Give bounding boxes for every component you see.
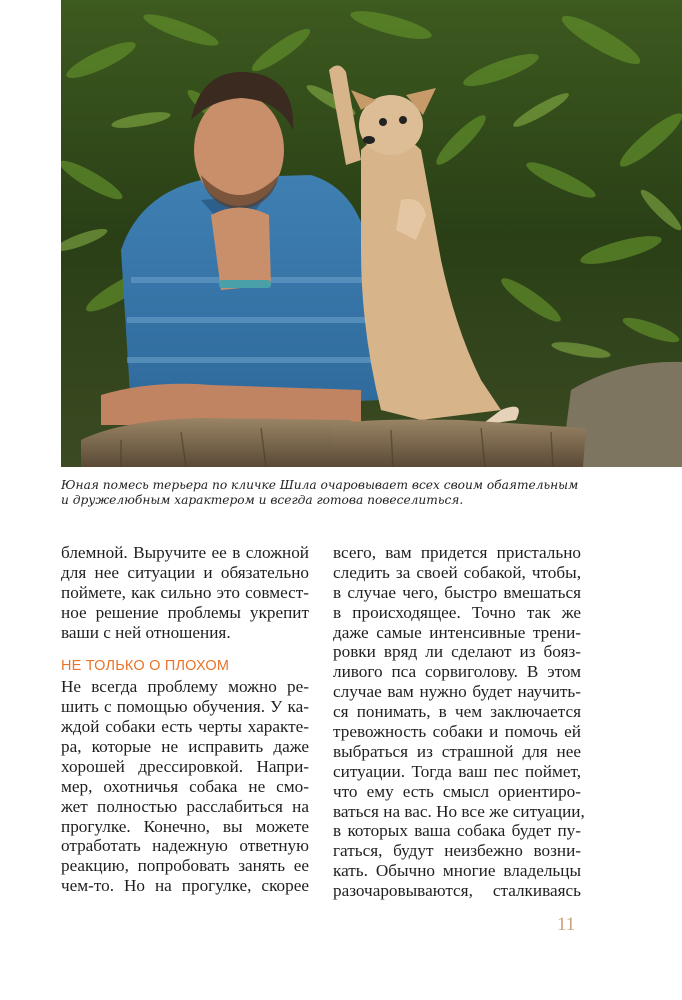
section-heading: НЕ ТОЛЬКО О ПЛОХОМ [61,658,230,675]
text-line: что ему есть смысл ориентиро- [333,781,581,801]
text-line: отработать надежную ответную [61,836,309,856]
text-line: ся понимать, в чем заключается [333,702,581,722]
text-line: мер, охотничья собака не смо- [61,776,309,796]
text-line: прогулке. Конечно, вы можете [61,816,309,836]
text-line: ваться на вас. Но все же ситуации, [333,801,585,821]
text-line: реакцию, попробовать занять ее [61,856,309,876]
text-line: в которых ваша собака будет пу- [333,821,581,841]
text-line: ситуации. Тогда ваш пес поймет, [333,761,581,781]
left-text-column [61,543,309,896]
text-line: жет полностью расслабиться на [61,796,309,816]
text-line: в происходящее. Точно так же [333,602,581,622]
text-line: Не всегда проблему можно ре- [61,677,309,697]
page-number: 11 [557,914,576,935]
text-line: тревожность собаки и помочь ей [333,722,581,742]
paragraph-gap [61,642,309,657]
text-line: всего, вам придется пристально [333,543,581,562]
text-line: поймете, как сильно это совмест- [61,582,309,602]
text-line: ваши с ней отношения. [61,622,231,642]
text-line: ровки вряд ли сделают из бояз- [333,642,581,662]
text-line: ное решение проблемы укрепит [61,602,309,622]
text-line: ждой собаки есть черты характе- [61,717,309,737]
photo-caption [61,478,621,508]
text-line: в случае чего, быстро вмешаться [333,582,581,602]
text-line: для нее ситуации и обязательно [61,562,309,582]
text-line: блемной. Выручите ее в сложной [61,543,309,562]
text-line: выбраться из страшной для нее [333,741,581,761]
text-line: шить с помощью обучения. У ка- [61,697,309,717]
text-line: ра, которые не исправить даже [61,737,309,757]
text-line: даже самые интенсивные трени- [333,622,581,642]
right-text-column [333,543,585,901]
article-photo [61,0,682,467]
text-line: случае вам нужно будет научить- [333,682,581,702]
text-line: хорошей дрессировкой. Напри- [61,756,309,776]
text-line: кать. Обычно многие владельцы [333,861,581,881]
text-line: следить за своей собакой, чтобы, [333,562,581,582]
text-line: ливого пса сорвиголову. В этом [333,662,581,682]
caption-line: Юная помесь терьера по кличке Шила очаровывает всех своим обаятельным [61,478,579,492]
text-line: разочаровываются, сталкиваясь [333,881,581,901]
caption-line: и дружелюбным характером и всегда готова повеселиться. [61,493,464,507]
text-line: гаться, будут неизбежно возни- [333,841,581,861]
text-line: чем-то. Но на прогулке, скорее [61,876,309,896]
